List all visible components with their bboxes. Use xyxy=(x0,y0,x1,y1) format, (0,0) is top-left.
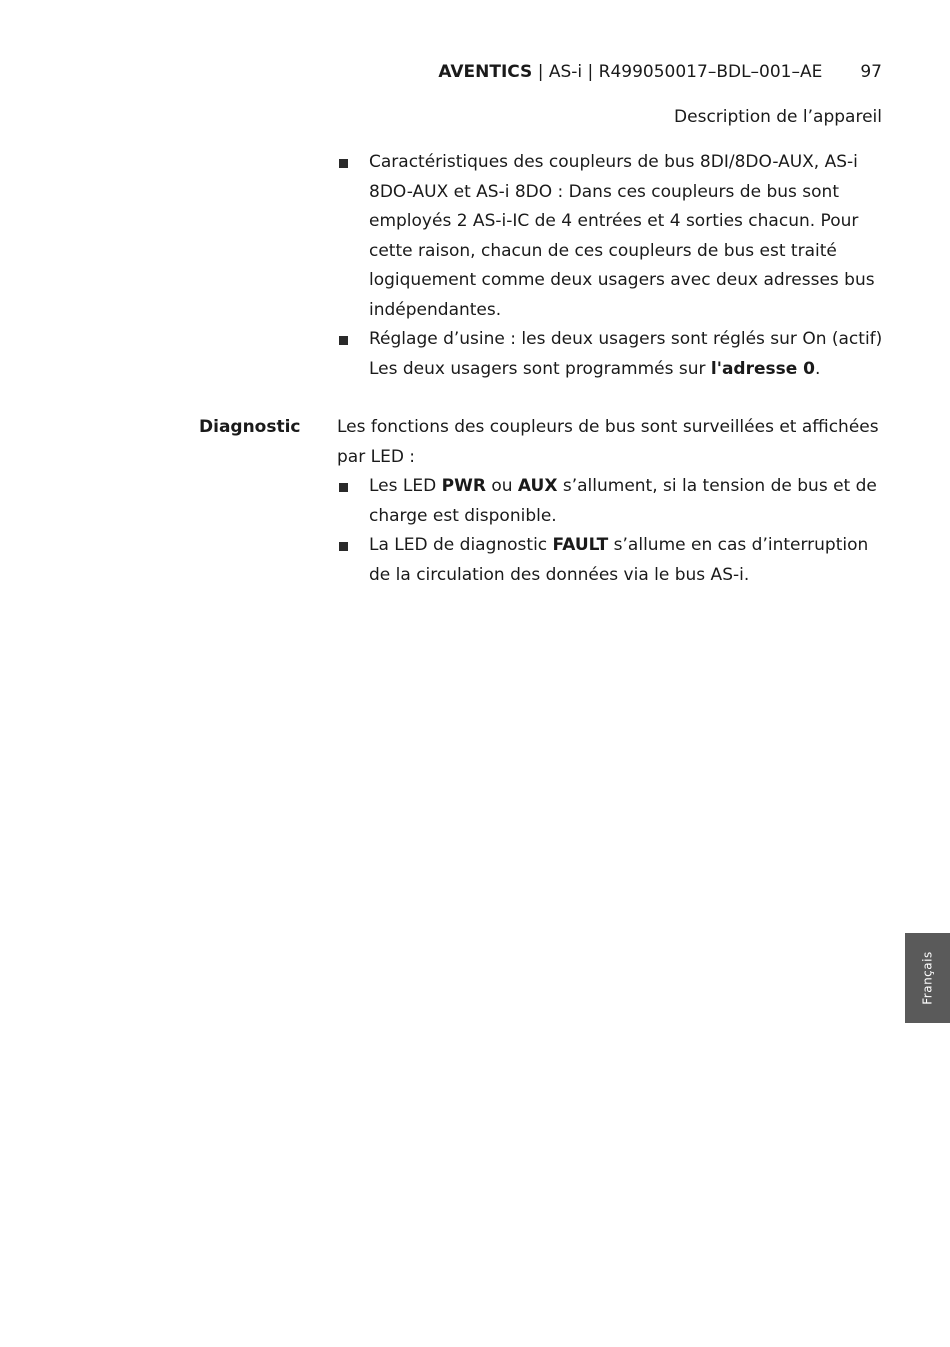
list-item-text: s’allument, si la tension de bus et de charge est disponible. xyxy=(369,476,877,526)
bullet-square-icon xyxy=(339,483,348,492)
list-item-text: Réglage d’usine : les deux usagers sont réglés sur On (actif) Les deux usagers sont programmés sur xyxy=(369,329,883,379)
diagnostic-intro: Les fonctions des coupleurs de bus sont surveillées et affichées par LED : xyxy=(337,417,879,467)
running-header xyxy=(438,62,882,82)
language-tab xyxy=(905,933,950,1023)
brand-name: AVENTICS xyxy=(438,62,533,82)
bullet-square-icon xyxy=(339,542,348,551)
list-item-text: La LED de diagnostic xyxy=(369,535,553,555)
bullet-square-icon xyxy=(339,336,348,345)
list-item xyxy=(337,148,892,325)
document-reference: | AS-i | R499050017–BDL–001–AE xyxy=(532,62,823,82)
list-item xyxy=(337,472,892,531)
list-item-text: Caractéristiques des coupleurs de bus 8DI/8DO-AUX, AS-i 8DO-AUX et AS-i 8DO : Dans ces coupleurs de bus sont employés 2 AS-i-IC de 4 entrées et 4 sorties chacun. Pour cette raison, chacun de ces coupleurs de bus est traité logiquement comme deux usagers avec deux adresses bus indépendantes. xyxy=(369,152,875,320)
list-item xyxy=(337,325,892,384)
emphasis-text: PWR xyxy=(441,476,486,496)
emphasis-text: FAULT xyxy=(552,535,609,555)
language-tab-label: Français xyxy=(920,951,935,1005)
page-number: 97 xyxy=(860,62,882,82)
diagnostic-label: Diagnostic xyxy=(199,417,301,437)
list-item-text: ou xyxy=(485,476,518,496)
section-title: Description de l’appareil xyxy=(674,107,882,127)
main-content xyxy=(337,148,892,590)
list-item-text: s’allume en cas d’interruption de la circulation des données via le bus AS-i. xyxy=(369,535,869,585)
emphasis-text: AUX xyxy=(517,476,558,496)
list-item-text-end: . xyxy=(815,358,821,379)
list-item xyxy=(337,531,892,590)
list-item-text: Les LED xyxy=(369,476,442,496)
emphasis-text: l'adresse 0 xyxy=(710,358,816,379)
bullet-square-icon xyxy=(339,159,348,168)
